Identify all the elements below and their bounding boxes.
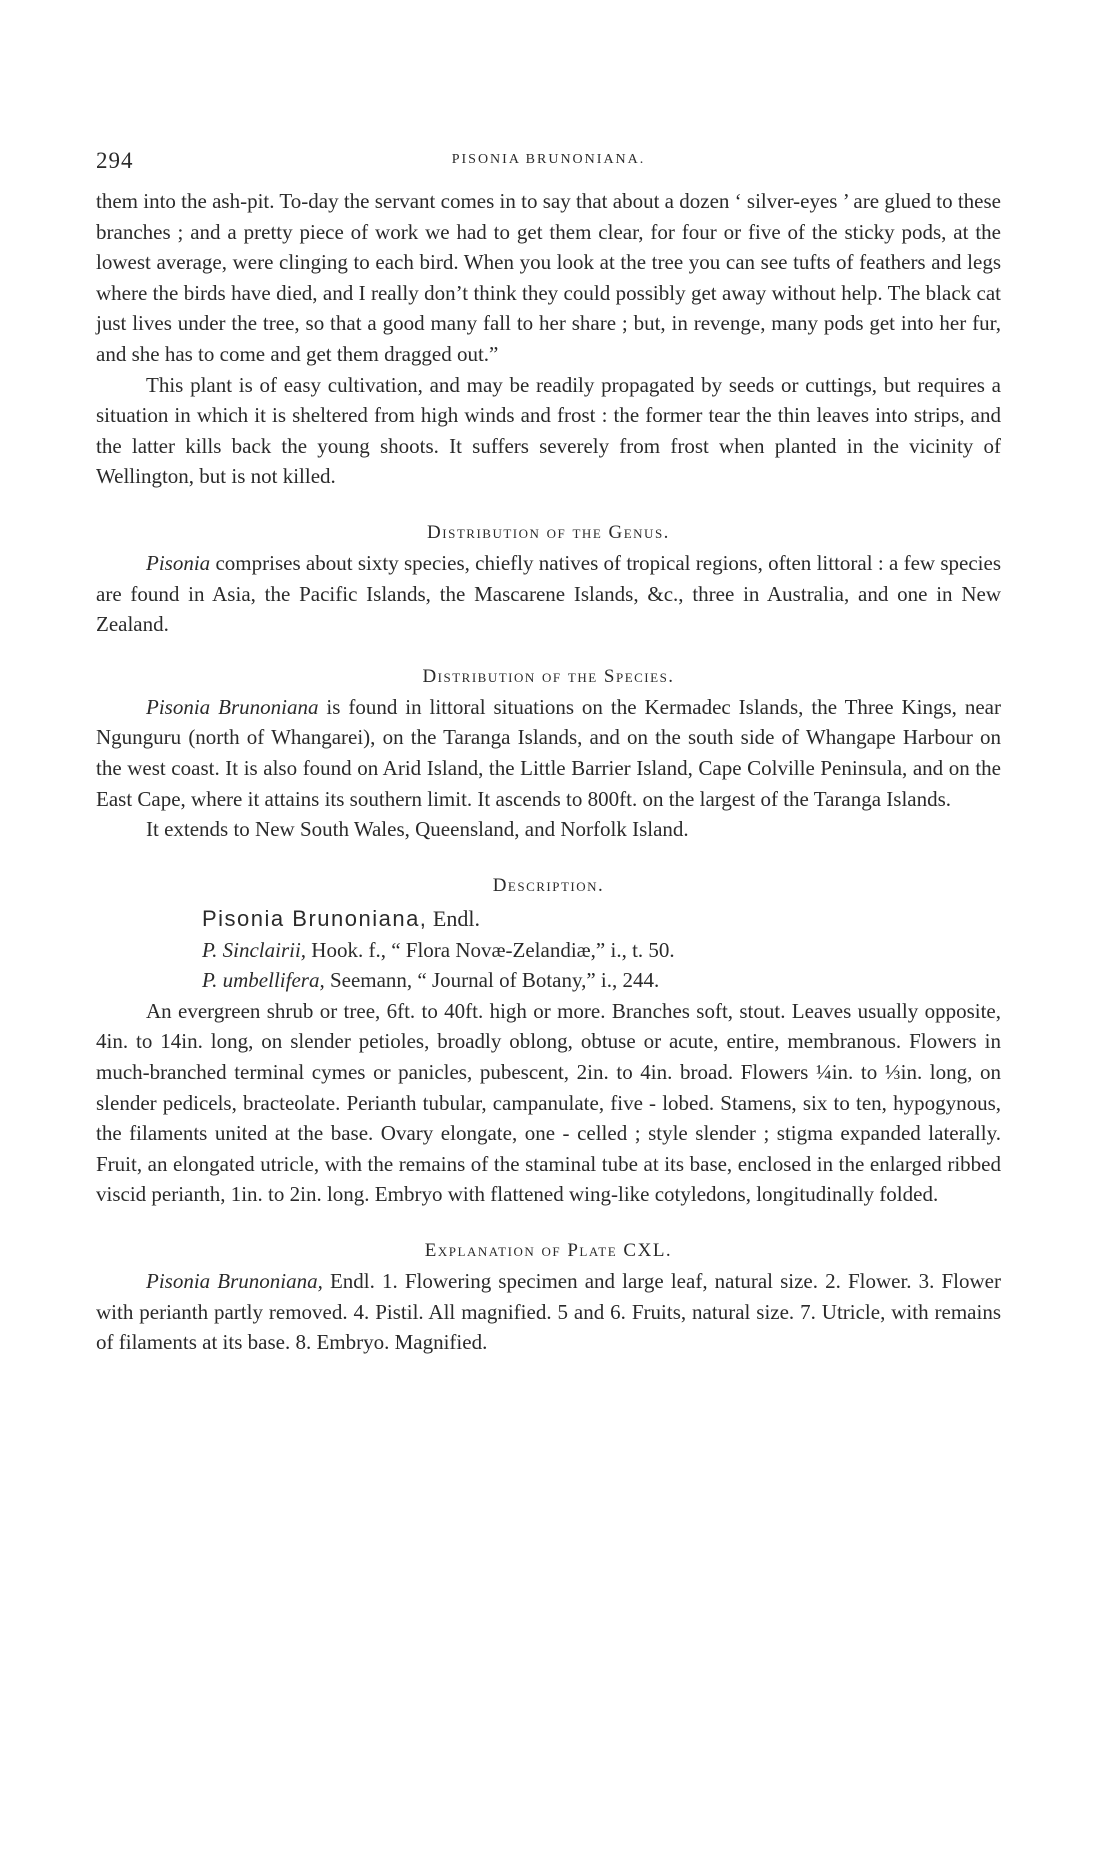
species-distribution-paragraph: [96, 692, 1001, 814]
species-name: Pisonia Brunoniana: [146, 694, 319, 719]
synonym-1-name: P. Sinclairii,: [202, 937, 307, 962]
species-distribution-text: is found in littoral situations on the Kermadec Islands, the Three Kings, near Ngunguru (north of Whangarei), on the Taranga Islands, and on the south side of Whangape Harbour on the west coast. It is also found on Arid Island, the Little Barrier Island, Cape Colville Peninsula, and on the East Cape, where it attains its southern limit. It ascends to 800ft. on the largest of the Taranga Islands.: [96, 694, 1001, 811]
species-title-name: Pisonia Brunoniana,: [202, 905, 428, 931]
species-distribution-heading: Distribution of the Species.: [422, 665, 675, 687]
description-paragraph: An evergreen shrub or tree, 6ft. to 40ft. high or more. Branches soft, stout. Leaves usually opposite, 4in. to 14in. long, on slender petioles, broadly oblong, obtuse or acute, entire, membranous. Flowers in much-branched terminal cymes or panicles, pubescent, 2in. to 4in. broad. Flowers ¼in. to ⅓in. long, on slender pedicels, bracteolate. Perianth tubular, campanulate, five - lobed. Stamens, six to ten, hypogynous, the filaments united at the base. Ovary elongate, one - celled ; style slender ; stigma expanded laterally. Fruit, an elongated utricle, with the remains of the staminal tube at its base, enclosed in the enlarged ribbed viscid perianth, 1in. to 2in. long. Embryo with flattened wing-like cotyledons, longitudinally folded.: [96, 998, 1001, 1207]
species-extent-paragraph: It extends to New South Wales, Queensland, and Norfolk Island.: [146, 817, 689, 842]
document-page: [96, 148, 1001, 1358]
species-title: [202, 903, 1001, 935]
running-title: PISONIA BRUNONIANA.: [451, 152, 646, 167]
synonym-2: [202, 965, 1001, 996]
synonym-2-citation: Seemann, “ Journal of Botany,” i., 244.: [324, 968, 660, 993]
page-number: 294: [96, 148, 134, 173]
synonym-1: [202, 935, 1001, 966]
plate-explanation-text: Endl. 1. Flowering specimen and large leaf, natural size. 2. Flower. 3. Flower with perianth partly removed. 4. Pistil. All magnified. 5 and 6. Fruits, natural size. 7. Utricle, with remains of filaments at its base. 8. Embryo. Magnified.: [96, 1269, 1001, 1355]
cultivation-paragraph: This plant is of easy cultivation, and may be readily propagated by seeds or cuttings, but requires a situation in which it is sheltered from high winds and frost : the former tear the thin leaves into strips, and the latter kills back the young shoots. It suffers severely from frost when planted in the vicinity of Wellington, but is not killed.: [96, 372, 1001, 489]
genus-distribution-paragraph: [96, 548, 1001, 640]
running-head: [96, 148, 1001, 182]
synonym-2-name: P. umbellifera,: [202, 968, 325, 993]
description-heading: Description.: [492, 874, 605, 896]
quote-paragraph: them into the ash-pit. To-day the servant comes in to say that about a dozen ‘ silver-eyes ’ are glued to these branches ; and a pretty piece of work we had to get them clear, for four or five of the sticky pods, at the lowest average, were clinging to each bird. When you look at the tree you can see tufts of feathers and legs where the birds have died, and I really don’t think they could possibly get away without help. The black cat just lives under the tree, so that a good many fall to her share ; but, in revenge, many pods get into her fur, and she has to come and get them dragged out.”: [96, 189, 1001, 366]
genus-name: Pisonia: [146, 550, 211, 575]
plate-explanation-heading: Explanation of Plate CXL.: [424, 1240, 673, 1262]
synonym-1-citation: Hook. f., “ Flora Novæ-Zelandiæ,” i., t. 50.: [306, 937, 675, 962]
genus-distribution-heading: Distribution of the Genus.: [427, 521, 670, 543]
plate-explanation-paragraph: [96, 1266, 1001, 1358]
plate-species-name: Pisonia Brunoniana,: [146, 1269, 323, 1294]
genus-distribution-text: comprises about sixty species, chiefly natives of tropical regions, often littoral : a few species are found in Asia, the Pacific Islands, the Mascarene Islands, &c., three in Australia, and one in New Zealand.: [96, 550, 1001, 637]
species-title-author: Endl.: [427, 905, 480, 931]
